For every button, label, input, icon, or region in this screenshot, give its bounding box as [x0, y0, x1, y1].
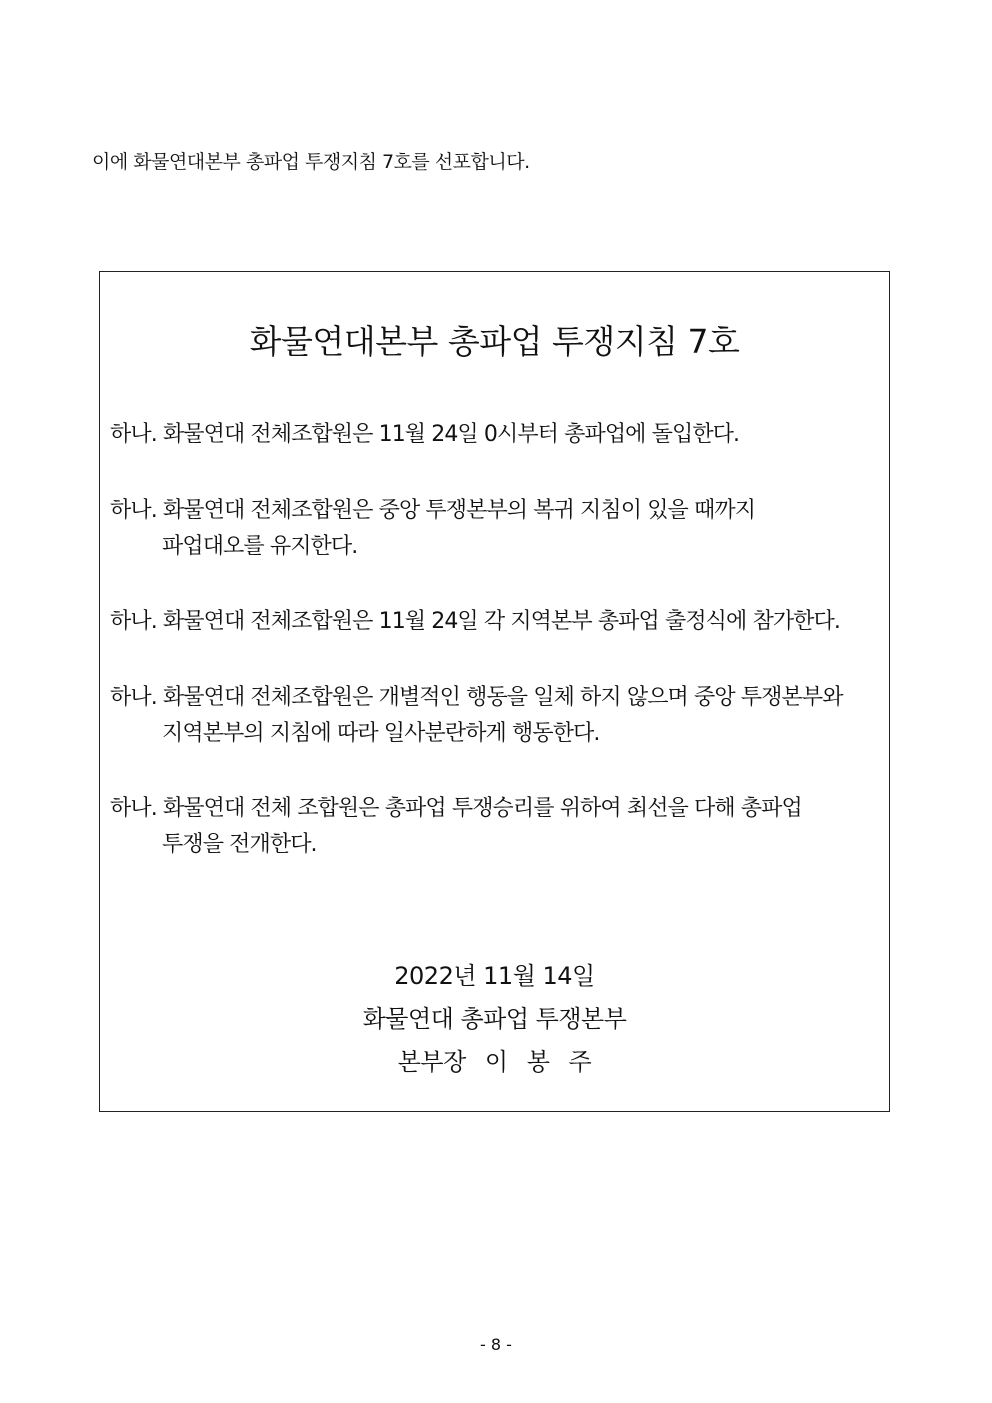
item-line: 하나. 화물연대 전체 조합원은 총파업 투쟁승리를 위하여 최선을 다해 총파업 [110, 796, 802, 821]
item-line-continued: 투쟁을 전개한다. [162, 832, 317, 857]
item-line: 하나. 화물연대 전체조합원은 11월 24일 0시부터 총파업에 돌입한다. [110, 422, 740, 447]
directive-item-3 [110, 604, 890, 640]
page-number: - 8 - [480, 1335, 512, 1354]
directive-title: 화물연대본부 총파업 투쟁지침 7호 [249, 322, 740, 361]
intro-text: 이에 화물연대본부 총파업 투쟁지침 7호를 선포합니다. [92, 151, 530, 173]
directive-item-4 [110, 680, 890, 752]
item-line: 하나. 화물연대 전체조합원은 개별적인 행동을 일체 하지 않으며 중앙 투쟁본부와 [110, 685, 843, 710]
directive-item-5 [110, 791, 890, 863]
directive-box [99, 271, 890, 1112]
item-line: 하나. 화물연대 전체조합원은 11월 24일 각 지역본부 총파업 출정식에 참가한다. [110, 609, 840, 634]
issue-date: 2022년 11월 14일 [394, 962, 595, 990]
organization-name: 화물연대 총파업 투쟁본부 [362, 1005, 627, 1033]
item-line-continued: 지역본부의 지침에 따라 일사분란하게 행동한다. [162, 721, 600, 746]
item-line-continued: 파업대오를 유지한다. [162, 534, 358, 559]
directive-item-2 [110, 493, 890, 565]
signatory-name: 본부장 이 봉 주 [397, 1048, 592, 1076]
directive-item-1 [110, 417, 890, 453]
item-line: 하나. 화물연대 전체조합원은 중앙 투쟁본부의 복귀 지침이 있을 때까지 [110, 498, 756, 523]
